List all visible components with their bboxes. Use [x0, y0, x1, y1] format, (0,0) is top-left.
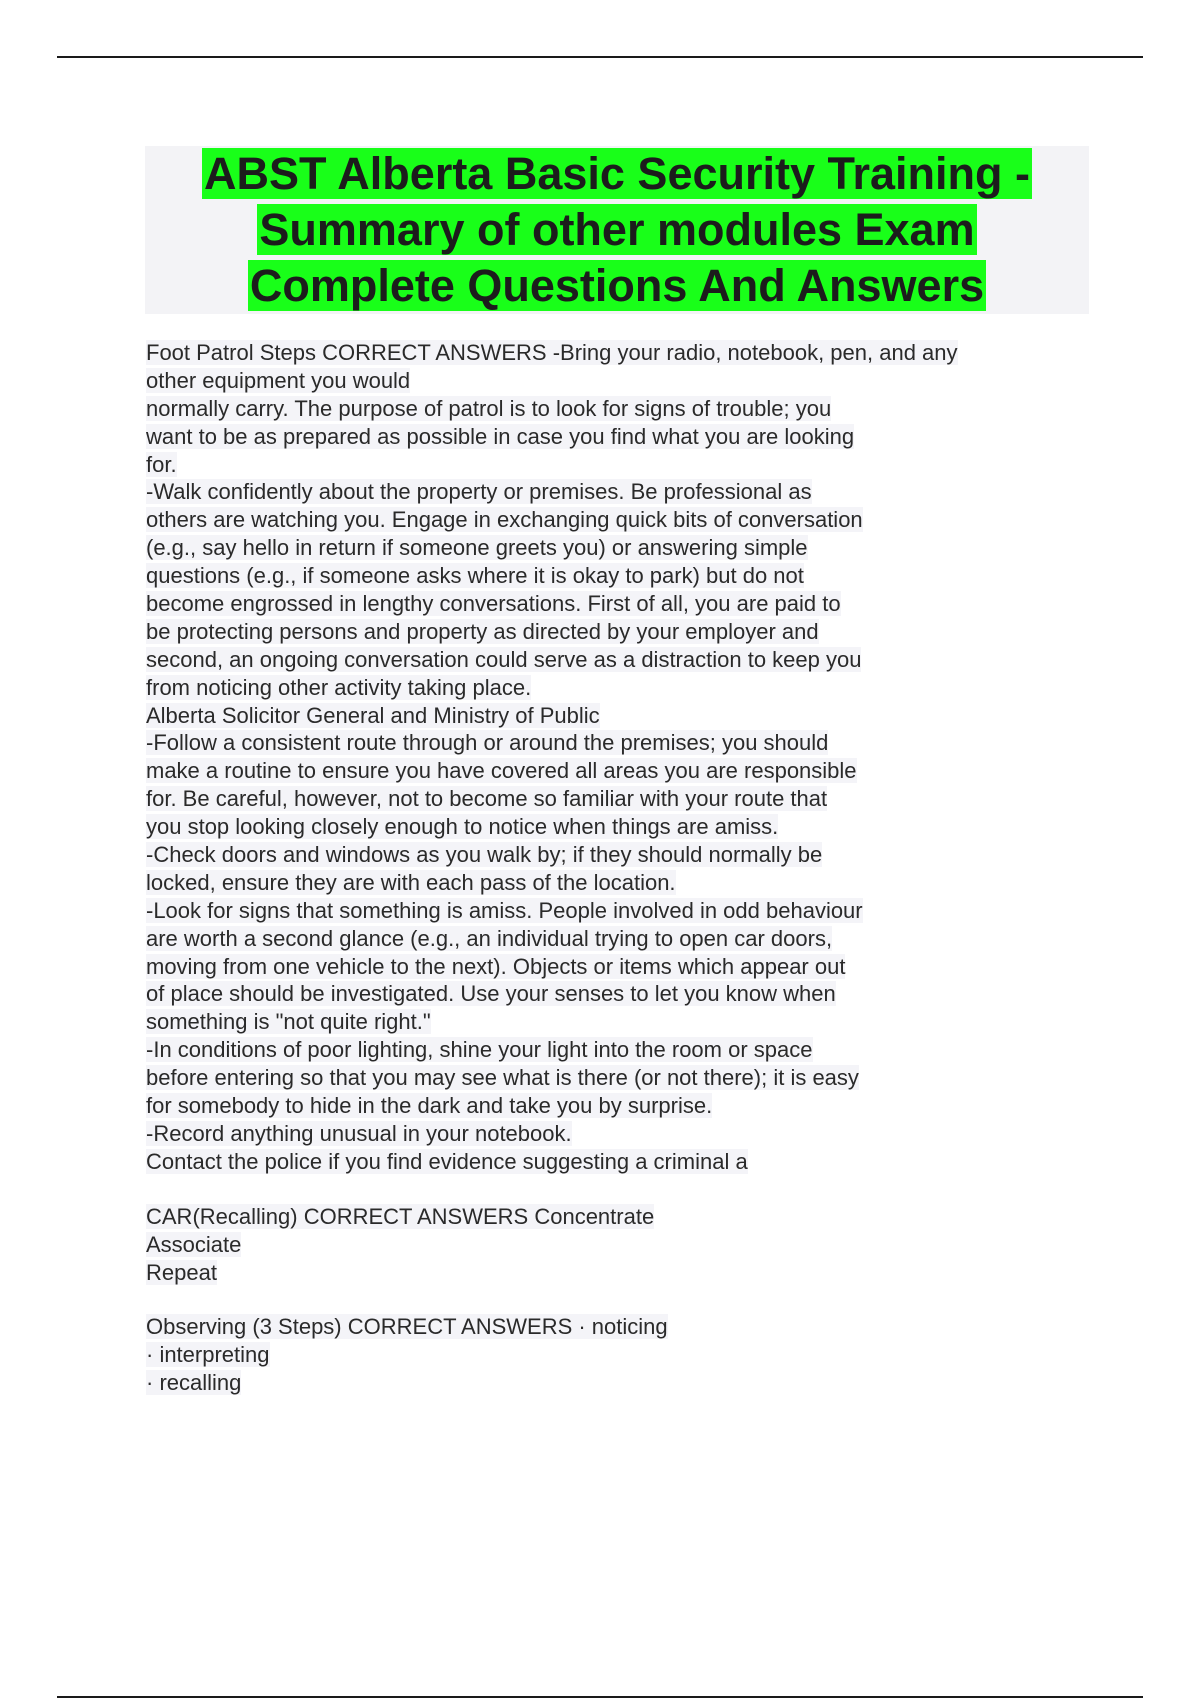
- text-line-content: before entering so that you may see what is there (or not there); it is easy: [146, 1065, 859, 1091]
- text-line: [146, 395, 1066, 423]
- text-line-content: (e.g., say hello in return if someone greets you) or answering simple: [146, 535, 808, 561]
- text-line-content: something is "not quite right.": [146, 1009, 431, 1035]
- text-line: [146, 646, 1066, 674]
- text-line: [146, 1369, 1066, 1397]
- qa-section-car-recalling: [146, 1203, 1066, 1287]
- title-banner: [145, 146, 1089, 314]
- text-line-content: locked, ensure they are with each pass of the location.: [146, 869, 676, 895]
- text-line-content: Contact the police if you find evidence suggesting a criminal a: [146, 1148, 748, 1174]
- text-line: [146, 785, 1066, 813]
- text-line-content: second, an ongoing conversation could serve as a distraction to keep you: [146, 646, 862, 672]
- text-line-content: for somebody to hide in the dark and take you by surprise.: [146, 1093, 713, 1119]
- text-line: [146, 339, 1066, 367]
- title-line-2: Summary of other modules Exam: [259, 204, 975, 255]
- footer-rule: [57, 1696, 1143, 1698]
- text-line: [146, 702, 1066, 730]
- text-line-content: other equipment you would: [146, 367, 411, 393]
- text-line: [146, 869, 1066, 897]
- text-line-content: -Walk confidently about the property or premises. Be professional as: [146, 479, 812, 505]
- text-line-content: Foot Patrol Steps CORRECT ANSWERS -Bring your radio, notebook, pen, and any: [146, 340, 958, 365]
- text-line: [146, 1341, 1066, 1369]
- text-line-content: others are watching you. Engage in exchanging quick bits of conversation: [146, 507, 863, 533]
- text-line: [146, 1008, 1066, 1036]
- text-line-content: are worth a second glance (e.g., an individual trying to open car doors,: [146, 925, 833, 951]
- text-line: [146, 953, 1066, 981]
- text-line: [146, 618, 1066, 646]
- text-line-content: you stop looking closely enough to notice when things are amiss.: [146, 814, 779, 840]
- text-line-content: normally carry. The purpose of patrol is to look for signs of trouble; you: [146, 395, 832, 421]
- document-title: [145, 146, 1089, 314]
- title-line-1: ABST Alberta Basic Security Training -: [203, 148, 1031, 199]
- text-line-content: of place should be investigated. Use your senses to let you know when: [146, 981, 836, 1007]
- text-line: [146, 506, 1066, 534]
- text-line-content: want to be as prepared as possible in case you find what you are looking: [146, 423, 855, 449]
- text-line: [146, 813, 1066, 841]
- text-line-content: from noticing other activity taking place.: [146, 674, 532, 700]
- text-line: [146, 562, 1066, 590]
- text-line: [146, 757, 1066, 785]
- text-line: [146, 925, 1066, 953]
- text-line: [146, 1313, 1066, 1341]
- text-line-content: be protecting persons and property as directed by your employer and: [146, 618, 819, 644]
- text-line-content: -Look for signs that something is amiss. People involved in odd behaviour: [146, 897, 863, 923]
- text-line-content: Repeat: [146, 1259, 217, 1285]
- text-line: [146, 1036, 1066, 1064]
- text-line: [146, 897, 1066, 925]
- text-line-content: questions (e.g., if someone asks where it is okay to park) but do not: [146, 563, 804, 589]
- text-line-content: Associate: [146, 1231, 242, 1257]
- text-line-content: · recalling: [146, 1370, 242, 1396]
- text-line: [146, 534, 1066, 562]
- text-line: [146, 478, 1066, 506]
- text-line-content: for.: [146, 451, 177, 477]
- text-line-content: -Record anything unusual in your notebook.: [146, 1120, 572, 1146]
- text-line-content: Observing (3 Steps) CORRECT ANSWERS · noticing: [146, 1314, 668, 1340]
- text-line-content: become engrossed in lengthy conversations. First of all, you are paid to: [146, 591, 841, 617]
- text-line: [146, 1120, 1066, 1148]
- text-line: [146, 423, 1066, 451]
- text-line: [146, 729, 1066, 757]
- text-line-content: CAR(Recalling) CORRECT ANSWERS Concentrate: [146, 1203, 655, 1229]
- text-line: [146, 451, 1066, 479]
- text-line: [146, 980, 1066, 1008]
- text-line: [146, 1231, 1066, 1259]
- text-line: [146, 590, 1066, 618]
- text-line: [146, 1092, 1066, 1120]
- qa-section-observing-steps: [146, 1313, 1066, 1397]
- document-body: [146, 339, 1066, 1397]
- text-line-content: · interpreting: [146, 1342, 270, 1368]
- text-line: [146, 367, 1066, 395]
- text-line-content: make a routine to ensure you have covered all areas you are responsible: [146, 758, 857, 784]
- text-line: [146, 674, 1066, 702]
- text-line-content: -In conditions of poor lighting, shine your light into the room or space: [146, 1037, 813, 1063]
- text-line: [146, 1064, 1066, 1092]
- text-line-content: moving from one vehicle to the next). Objects or items which appear out: [146, 953, 846, 979]
- text-line-content: -Follow a consistent route through or around the premises; you should: [146, 730, 829, 756]
- header-rule: [57, 56, 1143, 58]
- title-line-3: Complete Questions And Answers: [249, 260, 985, 311]
- text-line: [146, 1203, 1066, 1231]
- text-line-content: Alberta Solicitor General and Ministry of Public: [146, 702, 600, 728]
- text-line: [146, 841, 1066, 869]
- text-line-content: -Check doors and windows as you walk by; if they should normally be: [146, 842, 823, 868]
- text-line: [146, 1148, 1066, 1176]
- text-line-content: for. Be careful, however, not to become so familiar with your route that: [146, 786, 828, 812]
- text-line: [146, 1259, 1066, 1287]
- qa-section-foot-patrol-steps: [146, 339, 1066, 1176]
